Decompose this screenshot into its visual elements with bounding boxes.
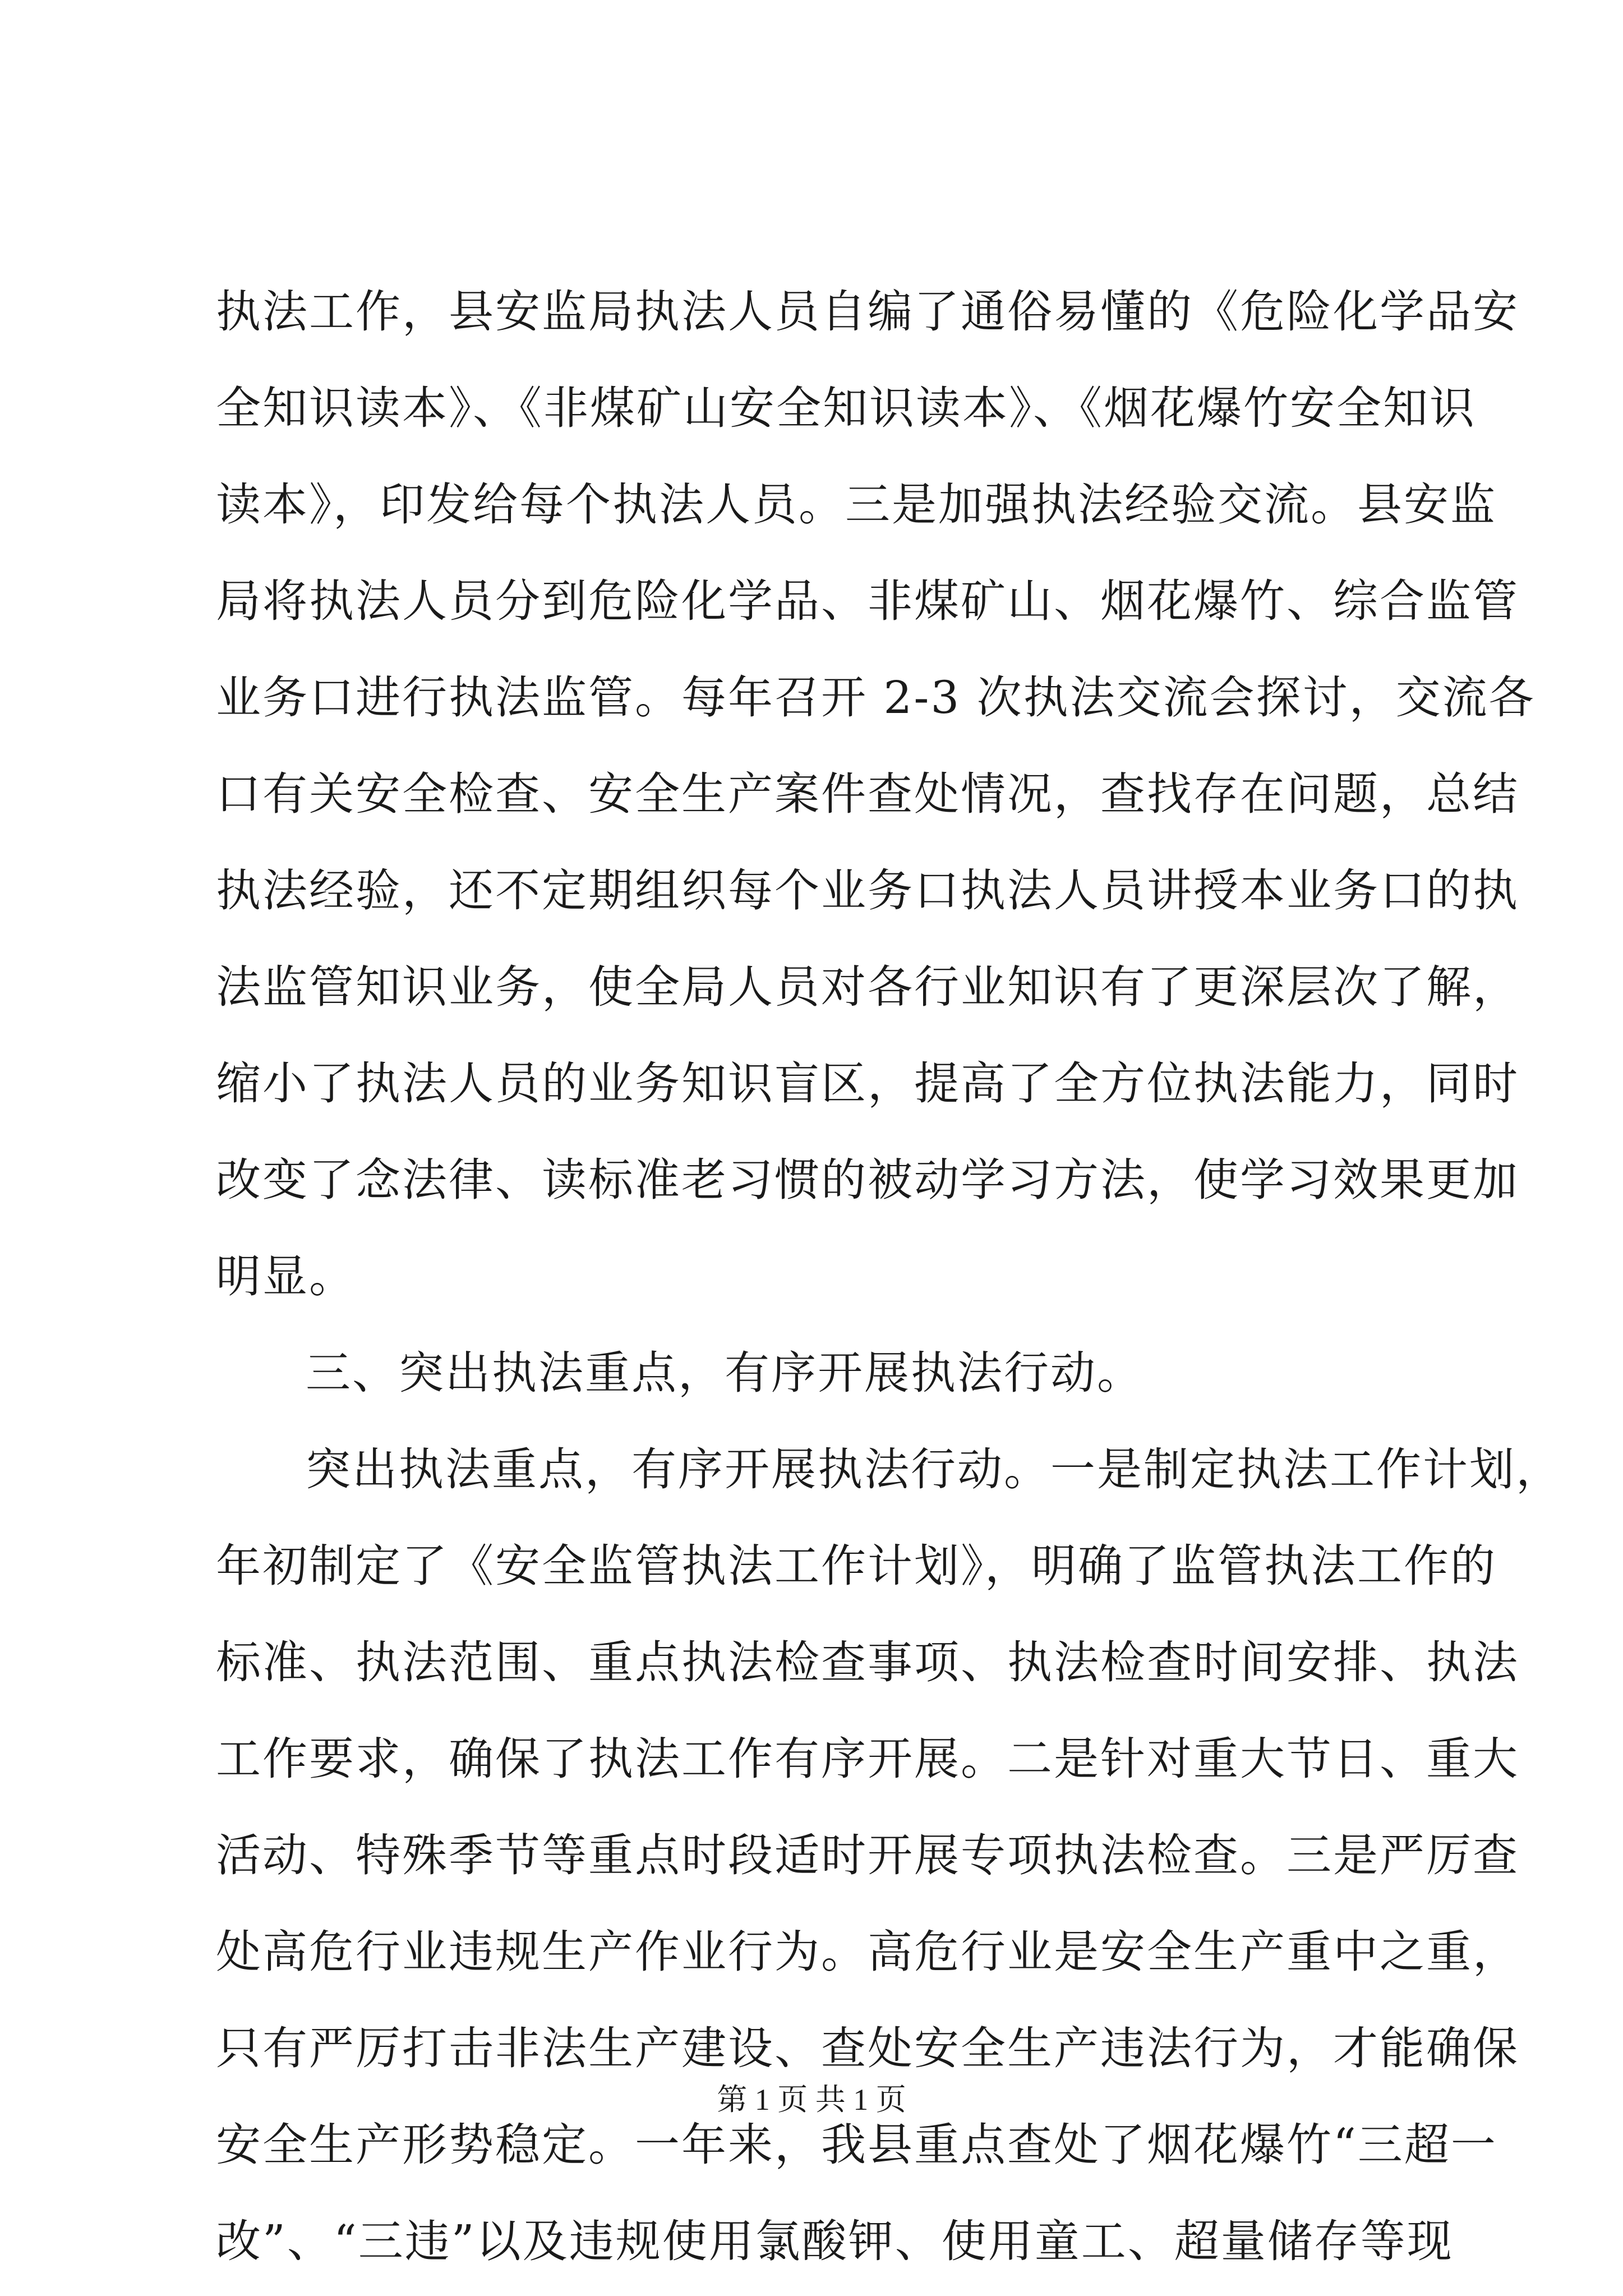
text-line: 读本》，印发给每个执法人员。三是加强执法经验交流。县安监 [216,478,1497,531]
text-line: 安全生产形势稳定。一年来，我县重点查处了烟花爆竹“三超一 [216,2119,1497,2171]
text-line: 突出执法重点，有序开展执法行动。一是制定执法工作计划， [306,1443,1562,1496]
text-line: 标准、执法范围、重点执法检查事项、执法检查时间安排、执法 [216,1636,1519,1688]
text-line: 执法工作，县安监局执法人员自编了通俗易懂的《危险化学品安 [216,286,1519,338]
text-line: 年初制定了《安全监管执法工作计划》，明确了监管执法工作的 [216,1540,1497,1592]
text-line: 处高危行业违规生产作业行为。高危行业是安全生产重中之重， [216,1926,1519,1978]
text-line: 缩小了执法人员的业务知识盲区，提高了全方位执法能力，同时 [216,1057,1519,1110]
text-line: 改变了念法律、读标准老习惯的被动学习方法，使学习效果更加 [216,1154,1519,1206]
text-line: 口有关安全检查、安全生产案件查处情况，查找存在问题，总结 [216,768,1519,820]
text-line: 工作要求，确保了执法工作有序开展。二是针对重大节日、重大 [216,1733,1519,1785]
text-line: 明显。 [216,1250,356,1303]
text-line: 活动、特殊季节等重点时段适时开展专项执法检查。三是严厉查 [216,1829,1519,1881]
text-line: 业务口进行执法监管。每年召开 2-3 次执法交流会探讨，交流各 [216,671,1536,724]
text-line: 全知识读本》、《非煤矿山安全知识读本》、《烟花爆竹安全知识 [216,382,1476,434]
text-line: 只有严厉打击非法生产建设、查处安全生产违法行为，才能确保 [216,2022,1519,2074]
text-line: 局将执法人员分到危险化学品、非煤矿山、烟花爆竹、综合监管 [216,575,1519,627]
text-line: 执法经验，还不定期组织每个业务口执法人员讲授本业务口的执 [216,864,1519,917]
document-body [216,264,1562,2290]
text-line: 法监管知识业务，使全局人员对各行业知识有了更深层次了解， [216,961,1519,1013]
section-heading: 三、突出执法重点，有序开展执法行动。 [306,1347,1144,1399]
text-line: 改”、“三违”以及违规使用氯酸钾、使用童工、超量储存等现 [216,2215,1454,2267]
page-number-footer: 第 1 页 共 1 页 [717,2083,906,2116]
